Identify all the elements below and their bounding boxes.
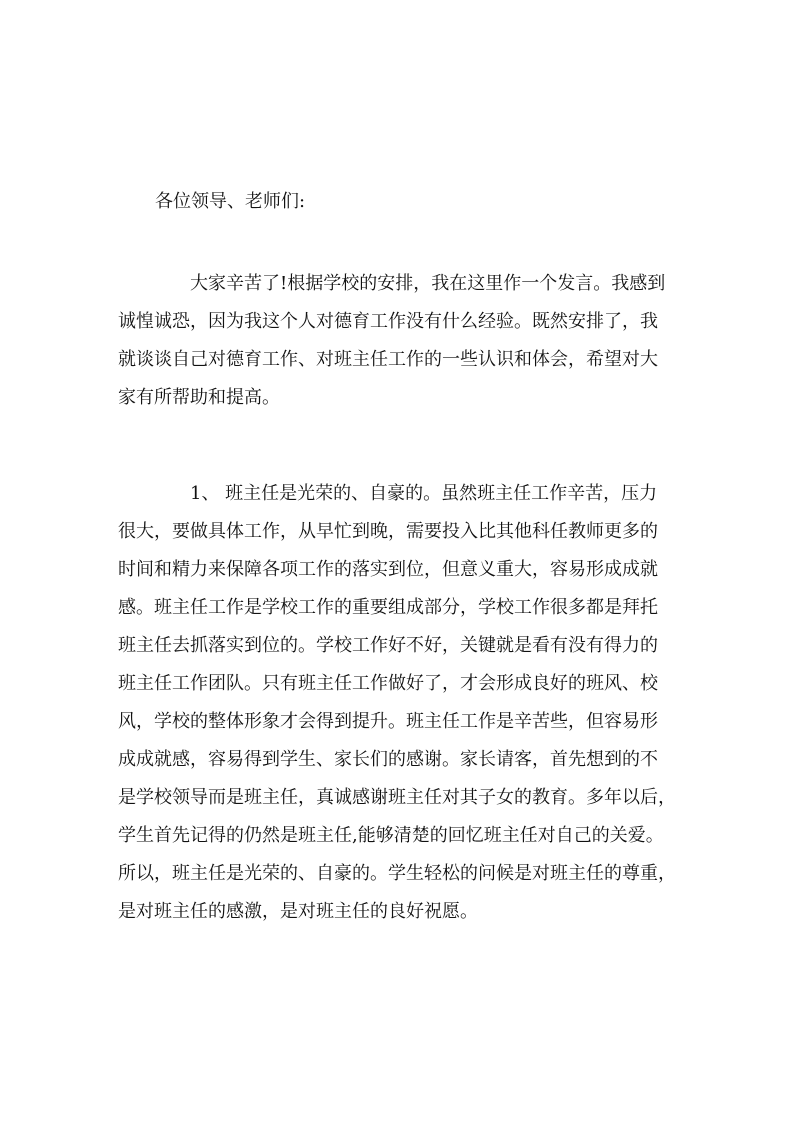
paragraph-point-1 [118, 475, 690, 931]
paragraph-line: 大家辛苦了!根据学校的安排，我在这里作一个发言。我感到 [190, 273, 666, 294]
paragraph-line: 班主任去抓落实到位的。学校工作好不好，关键就是看有没有得力的 [118, 635, 658, 656]
paragraph-line: 学生首先记得的仍然是班主任,能够清楚的回忆班主任对自己的关爱。 [118, 825, 664, 846]
paragraph-line: 是对班主任的感激，是对班主任的良好祝愿。 [118, 901, 478, 922]
paragraph-line: 班主任工作团队。只有班主任工作做好了，才会形成良好的班风、校 [118, 673, 658, 694]
paragraph-line: 感。班主任工作是学校工作的重要组成部分，学校工作很多都是拜托 [118, 597, 658, 618]
paragraph-line: 诚惶诚恐，因为我这个人对德育工作没有什么经验。既然安排了，我 [118, 311, 658, 332]
paragraph-line: 很大，要做具体工作，从早忙到晚，需要投入比其他科任教师更多的 [118, 521, 658, 542]
paragraph-line: 是学校领导而是班主任，真诚感谢班主任对其子女的教育。多年以后， [118, 787, 676, 808]
paragraph-intro [118, 265, 690, 417]
greeting-line: 各位领导、老师们: [155, 191, 306, 212]
paragraph-line: 就谈谈自己对德育工作、对班主任工作的一些认识和体会，希望对大 [118, 349, 658, 370]
paragraph-line: 1、 班主任是光荣的、自豪的。虽然班主任工作辛苦，压力 [190, 483, 658, 504]
paragraph-line: 风，学校的整体形象才会得到提升。班主任工作是辛苦些，但容易形 [118, 711, 658, 732]
paragraph-line: 家有所帮助和提高。 [118, 387, 280, 408]
paragraph-line: 时间和精力来保障各项工作的落实到位，但意义重大，容易形成成就 [118, 559, 658, 580]
paragraph-line: 所以，班主任是光荣的、自豪的。学生轻松的问候是对班主任的尊重， [118, 863, 676, 884]
paragraph-line: 成成就感，容易得到学生、家长们的感谢。家长请客，首先想到的不 [118, 749, 658, 770]
